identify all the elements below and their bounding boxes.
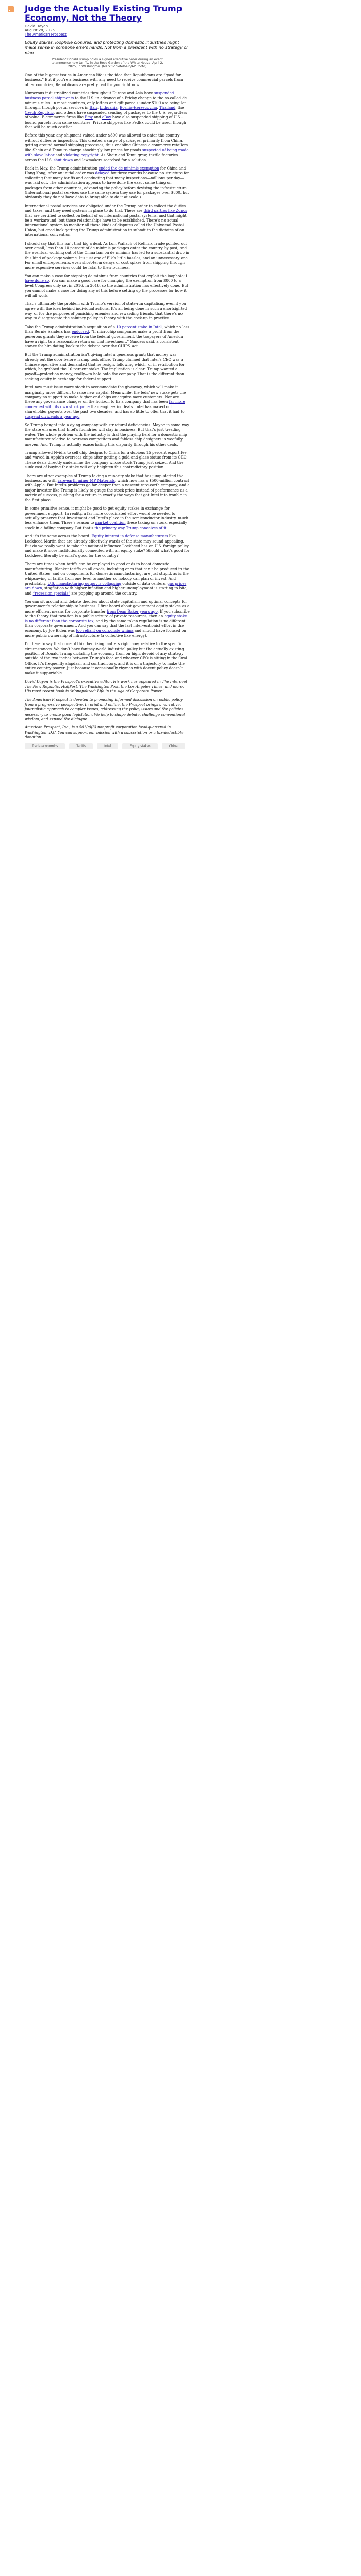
italic-text: The American Prospect is devoted to promoting informed discussion on public policy from a progressive perspective. In print and online, the Prospect brings a narrative, journalistic approach to complex issues, addressing the policy issues and the policies necessary to create good legislation. We help to shape debate, challenge conventional wisdom, and expand the dialogue. xyxy=(25,697,185,721)
paragraph xyxy=(25,73,190,87)
text-run: . You can make a good case for changing the exemption from $800 to a level Congress only set in 2016. In 2016, so the administration has effectively done. But you cannot make a case for doing any of this before setting up the processes for how it will all work. xyxy=(25,278,188,298)
inline-link[interactable]: suspected of being made with slave labor xyxy=(25,147,189,158)
text-run: That’s ultimately the problem with Trump’s version of state-run capitalism, even if you agree with the idea behind individual actions. It’s all being done in such a shortsighted way, or for the purposes of punishing enemies and rewarding friends, that there’s no way to disaggregate the salutary policy in theory with the cock-up in practice. xyxy=(25,301,187,321)
paragraph xyxy=(25,91,190,129)
text-run: One of the biggest issues in American life is the idea that Republicans are “good for business.” But if you’re a business with any need to receive commercial parcels from other countries, Republicans are pretty bad for you right now. xyxy=(25,73,183,87)
text-run: than engineering feats. Intel has maxed out shareholder payouts over the past two decades, and has so little to offer that it had to xyxy=(25,404,185,414)
paragraph xyxy=(25,679,190,693)
inline-link[interactable]: delayed xyxy=(95,171,110,176)
inline-link[interactable]: equity stake is no different than the corporate tax xyxy=(25,614,187,623)
tag-list xyxy=(25,743,190,749)
text-run: Take the Trump administration’s acquisition of a xyxy=(25,324,117,329)
inline-link[interactable]: Etsy xyxy=(85,115,93,120)
text-run: to the U.S. in advance of a Friday change to the so-called de minimis rules. In most countries, only letters and gift parcels under $100 are being let through, though postal services in xyxy=(25,95,187,110)
italic-text: American Prospect, Inc., is a 501(c)(3) nonprofit corporation headquartered in Washington, D.C. You can support our mission with a subscription or a tax-deductible donation. xyxy=(25,725,184,740)
text-run: like Lockheed Martin that are already effectively wards of the state may sound appealing. But do we really want to take the national influence Lockheed has on U.S. foreign policy and make it more institutionally connected with an equity stake? Should what’s good for Lockheed literally be what’s good for the country? xyxy=(25,534,190,558)
paragraph xyxy=(25,422,190,447)
text-run: , the xyxy=(175,105,184,110)
paragraph xyxy=(25,473,190,502)
article xyxy=(25,4,190,749)
paragraph xyxy=(25,385,190,419)
text-run: , which now has a $500-million contract with Apple. But Intel’s problems go far deeper than a nascent rare-earth company, and a major investor like Trump is likely to gauge the stock price instead of performance as a metric of success, pushing for a return in exactly the ways that got Intel into trouble in the first place. xyxy=(25,478,190,502)
text-run: for three months because no structure for collecting that many tariffs and conducting that many inspections—millions per day—was laid out. The administration appears to have done the exact same thing on packages from other countries, advancing the policy before devising the infrastructure. (International postal services use the same system they use for packages over $800, but obviously they do not have data to bring able to do it at scale.) xyxy=(25,171,189,200)
inline-link[interactable]: from Dean Baker years ago xyxy=(107,608,158,614)
paragraph xyxy=(25,352,190,381)
text-run: So Trump bought into a dying company with structural deficiencies. Maybe in some way, the state ensures that Intel’s foundries will stay in business. But that’s just treading water. The whole problem with the industry is that the playing field for a domestic chip manufacturer relative to overseas competitors and fabless chip designers is woefully uneven. And Trump is actually exacerbating this disparity through his other deals. xyxy=(25,422,190,447)
text-run: . “If microchip companies make a profit from the generous grants they receive from the federal government, the taxpayers of America have a right to a reasonable return on that investment,” Sanders said, a consistent stance for him dating back to the debate over the CHIPS Act. xyxy=(25,329,183,349)
inline-link[interactable]: gas prices are down xyxy=(25,581,187,591)
paragraph xyxy=(25,301,190,321)
inline-link[interactable]: Thailand xyxy=(159,105,176,110)
inline-link[interactable]: too reliant on corporate whims xyxy=(76,628,134,633)
italic-text: David Dayen is the Prospect’s executive editor. His work has appeared in The Intercept, The New Republic, HuffPost, The Washington Post, the Los Angeles Times, and more. His most recent book is ‘Monopolized: Life in the Age of Corporate Power.’ xyxy=(25,679,189,693)
inline-link[interactable]: 10 percent stake in Intel xyxy=(116,324,162,329)
inline-link[interactable]: endorsed xyxy=(71,329,89,334)
text-run: There are other examples of Trump taking a minority stake that has jump-started the business, as with xyxy=(25,473,184,483)
text-run: Trump allowed Nvidia to sell chip designs to China for a dubious 15 percent export fee, and waved in Apple’s overseas chips after getting a gold-and-glass statue from its CEO. These deals directly undermine the company whose stock Trump just seized. And the sunk cost of buying the stake will only heighten this contradictory position. xyxy=(25,450,188,470)
paragraph xyxy=(25,166,190,200)
text-run: , and others have suspended sending of packages to the U.S. regardless of value. E-commerce firms like xyxy=(25,110,187,120)
tag[interactable]: Equity stakes xyxy=(122,743,157,749)
text-run: , which no less than Bernie Sanders has xyxy=(25,324,189,334)
author: David Dayen xyxy=(25,24,48,28)
image-caption: President Donald Trump holds a signed executive order during an event to announce new tariffs, in the Rose Garden of the White House, April 2, 2025, in Washington. (Mark Schiefelbein/AP Photo) xyxy=(51,58,163,69)
inline-link[interactable]: Italy xyxy=(89,105,97,110)
paragraph xyxy=(25,697,190,721)
text-run: and lawmakers searched for a solution. xyxy=(73,157,147,162)
text-run: are popping up around the country. xyxy=(70,590,137,596)
inline-link[interactable]: Czech Republic xyxy=(25,110,54,115)
text-run: that are certified to collect on behalf of us international postal systems, and that might be a workaround, but those relationships have to be established. There’s no actual international system to monitor all these kinds of disputes called the Universal Postal Union, but good luck getting the Trump administration to submit to the dictates of an international convention. xyxy=(25,213,187,238)
text-run: But the Trump administration isn’t giving Intel a generous grant; that money was already out the door before Trump took office. Trump claimed that Intel’s CEO was a Chinese operative and demanded that he resign, following which, or in retribution for which, he grabbed the 10 percent stake. The implication is clear: Trump wanted a payoff—protection money, really—to hold onto the company. That is the different than seeking equity in exchange for federal support. xyxy=(25,352,185,381)
text-run: You can sit around and debate theories about state capitalism and optimal concepts for government’s relationship to business. I first heard about government equity stakes as a more efficient means for corporate transfer xyxy=(25,599,190,614)
inline-link[interactable]: far more concerned with its own stock price xyxy=(25,399,185,409)
text-run: Intel now must issue more stock to accommodate the giveaway, which will make it marginally more difficult to raise new capital. Meanwhile, the feds’ new stake gets the company no support to make higher-end chips or acquire more customers. Nor are there any governance changes on the horizon to fix a company that has been xyxy=(25,385,186,404)
paragraph xyxy=(25,534,190,558)
article-title[interactable]: Judge the Actually Existing Trump Economy, Not the Theory xyxy=(25,4,183,23)
inline-link[interactable]: third parties like Zonos xyxy=(143,208,187,213)
publication-link[interactable]: The American Prospect xyxy=(25,32,67,37)
text-run: . As Shein and Temu grew, textile factories across the U.S. xyxy=(25,152,178,162)
text-run: and xyxy=(54,152,64,158)
text-run: There are times when tariffs can be employed to good ends to boost domestic manufacturing. Blanket tariffs on all goods, including ones that can’t be produced in the United States, and on components for domestic manufacturing, are just stupid, as is the whipsawing of tariffs from one level to another so nobody can plan or invest. And predictably, xyxy=(25,562,189,586)
text-run: , xyxy=(157,105,159,110)
inline-link[interactable]: the primary way Trump conceives of it xyxy=(94,525,167,530)
text-run: I should say that this isn’t that big a deal. As Lori Wallach of Rethink Trade pointed out over email, less than 10 percent of de minimis packages enter the country by post, and the eventual working out of the China ban on de minimis has led to a substantial drop in this kind of package volume. It’s just one of Elk’s little hassles, and an unnecessary one. For small entrepreneurs, even short-term delays or cost spikes from shipping through more expensive services could be fatal to their business. xyxy=(25,241,189,270)
inline-link[interactable]: violating copyright xyxy=(63,152,99,158)
text-run: I’m here to say that none of this theorizing matters right now, relative to the specific circumstances. We don’t have fantasy-world industrial policy but the actually existing position of Donald Trump dictating the economy from on high, devoid of any strategy outside of the two inches between Trump’s face and whoever CEO is sitting in the Oval Office. It’s frequently slapdash and contradictory, and it is on a trajectory to make the entire country poorer. Just because it occasionally rhymes with decent policy doesn’t make it supportable. xyxy=(25,641,187,675)
paragraph xyxy=(25,506,190,530)
text-run: and xyxy=(93,115,102,120)
text-run: outside of data centers, xyxy=(121,581,168,586)
text-run: for China and Hong Kong, after an initial order was xyxy=(25,165,186,176)
inline-link[interactable]: market coalition xyxy=(95,520,126,526)
text-run: . xyxy=(166,525,168,530)
paragraph xyxy=(25,241,190,270)
inline-link[interactable]: shut down xyxy=(53,157,73,162)
tag[interactable]: China xyxy=(162,743,185,749)
text-run: , xyxy=(117,105,120,110)
tag[interactable]: Intel xyxy=(97,743,118,749)
text-run: , stagflation with higher inflation and higher unemployment is starting to bite, and xyxy=(25,586,188,596)
text-run: these taking on stock, especially stock in a failing company. But that’s xyxy=(25,520,187,530)
inline-link[interactable]: rare-earth miner MP Materials xyxy=(57,478,115,483)
paragraph xyxy=(25,204,190,238)
rss-feed-icon xyxy=(8,6,14,12)
article-body xyxy=(25,73,190,740)
paragraph xyxy=(25,641,190,675)
paragraph xyxy=(25,133,190,162)
hero-figure xyxy=(25,58,190,69)
tag[interactable]: Trade economics xyxy=(25,743,65,749)
article-dek: Equity stakes, loophole closures, and protecting domestic industries might make sense in someone else’s hands. Not from a president with no strategy or plan. xyxy=(25,40,188,55)
text-run: Numerous industrialized countries throughout Europe and Asia have xyxy=(25,91,154,96)
inline-link[interactable]: Equity interest in defense manufacturers xyxy=(91,534,168,539)
tag[interactable]: Tariffs xyxy=(69,743,93,749)
paragraph xyxy=(25,274,190,298)
inline-link[interactable]: suspended business parcel shipments xyxy=(25,91,174,100)
date: August 28, 2025 xyxy=(25,28,55,32)
inline-link[interactable]: ended the de minimis exemption xyxy=(99,165,159,171)
inline-link[interactable]: have done so xyxy=(25,278,49,283)
inline-link[interactable]: U.S. manufacturing output is collapsing xyxy=(47,581,122,586)
inline-link[interactable]: Bosnia-Herzegovina xyxy=(120,105,157,110)
inline-link[interactable]: “recession specials” xyxy=(32,590,71,596)
paragraph xyxy=(25,450,190,470)
text-run: . If you subscribe to the theory that taxation is a public seizure of private resources, then an xyxy=(25,608,190,619)
inline-link[interactable]: Lithuania xyxy=(100,105,118,110)
text-run: You can make a case for stopping de minimis from countries that exploit the loophole; I xyxy=(25,274,188,279)
inline-link[interactable]: eBay xyxy=(102,115,111,120)
text-run: have also suspended shipping of U.S.-bound parcels from some countries. Private shippers like FedEx could be used, though that will be much costlier. xyxy=(25,115,186,130)
text-run: International postal services are obligated under the Trump order to collect the duties and taxes, and they need systems in place to do that. There are xyxy=(25,203,186,213)
paragraph xyxy=(25,325,190,349)
text-run: . xyxy=(79,414,81,419)
inline-link[interactable]: suspend dividends a year ago xyxy=(25,414,80,419)
text-run: , and by the same token regulation is no different than corporate government. And you can say that the last interventionist effort in the economy, by Joe Biden was xyxy=(25,618,186,633)
text-run: Before this year, any shipment valued under $800 was allowed to enter the country without duties or inspection. This created a surge of packages, primarily from China, getting around normal shipping processes, thus enabling Chinese e-commerce retailers like Shein and Temu to charge shockingly low prices for goods xyxy=(25,133,188,152)
text-run: Back in May, the Trump administration xyxy=(25,165,99,171)
paragraph xyxy=(25,599,190,638)
text-run: And it’s the same across the board. xyxy=(25,534,92,539)
paragraph xyxy=(25,725,190,739)
byline xyxy=(25,24,190,37)
text-run: , xyxy=(97,105,100,110)
text-run: In some primitive sense, it might be good to get equity stakes in exchange for government support. In reality, a far more coordinated effort would be needed to actually preserve that investment and Intel’s place in the semiconductor industry, much less enhance them. There’s reason to xyxy=(25,506,188,526)
paragraph xyxy=(25,562,190,596)
text-run: and should have focused on more public ownership of infrastructure (a collective like energy). xyxy=(25,628,186,638)
